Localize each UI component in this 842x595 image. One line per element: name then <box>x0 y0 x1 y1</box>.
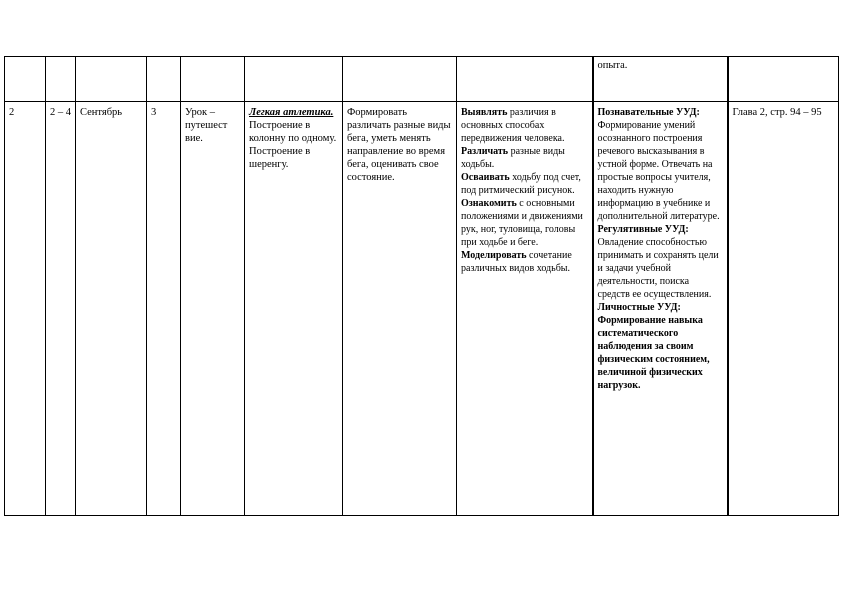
cell-lesson-no: 2 – 4 <box>46 102 76 516</box>
cell-activities <box>457 57 593 102</box>
cell-goals <box>343 57 457 102</box>
uud-regulatory-title: Регулятивные УУД: <box>597 224 689 235</box>
activity-item: Моделировать сочетание различных видов ходьбы. <box>461 250 572 274</box>
cell-num <box>5 57 46 102</box>
cell-hours <box>147 57 181 102</box>
activity-item: Выявлять различия в основных способах передвижения человека. <box>461 107 565 144</box>
uud-personal-title: Личностные УУД: <box>597 302 681 313</box>
topic-title: Легкая атлетика. <box>249 107 334 118</box>
activity-item: Различать разные виды ходьбы. <box>461 146 565 170</box>
table-row <box>5 57 839 102</box>
cell-num: 2 <box>5 102 46 516</box>
cell-uud <box>593 102 728 516</box>
uud-personal-text: Формирование навыка систематического наблюдения за своим физическим состоянием, величиной физических нагрузок. <box>597 315 710 391</box>
cell-type: Урок – путешест вие. <box>181 102 245 516</box>
cell-lesson-no <box>46 57 76 102</box>
cell-textbook: Глава 2, стр. 94 – 95 <box>728 102 839 516</box>
uud-cognitive-text: Формирование умений осознанного построения речевого высказывания в устной форме. Отвечать на простые вопросы учителя, находить нужную информацию в учебнике и дополнительной литературе. <box>597 120 720 222</box>
table-row <box>5 102 839 516</box>
cell-month <box>76 57 147 102</box>
cell-topic <box>245 102 343 516</box>
topic-line: Построение в колонну по одному. <box>249 120 337 144</box>
activity-item: Ознакомить с основными положениями и движениями рук, ног, туловища, головы при ходьбе и беге. <box>461 198 583 248</box>
cell-type <box>181 57 245 102</box>
cell-activities <box>457 102 593 516</box>
cell-goals: Формировать различать разные виды бега, уметь менять направление во время бега, оценивать свое состояние. <box>343 102 457 516</box>
uud-regulatory-text: Овладение способностью принимать и сохранять цели и задачи учебной деятельности, поиска средств ее осуществления. <box>597 237 719 300</box>
lesson-plan-table <box>4 56 839 516</box>
cell-uud <box>593 57 728 102</box>
uud-cognitive-title: Познавательные УУД: <box>597 107 700 118</box>
cell-textbook <box>728 57 839 102</box>
activity-item: Осваивать ходьбу под счет, под ритмический рисунок. <box>461 172 581 196</box>
cell-month: Сентябрь <box>76 102 147 516</box>
topic-line: Построение в шеренгу. <box>249 146 311 170</box>
cell-hours: 3 <box>147 102 181 516</box>
cell-topic <box>245 57 343 102</box>
uud-continuation: опыта. <box>597 60 628 71</box>
